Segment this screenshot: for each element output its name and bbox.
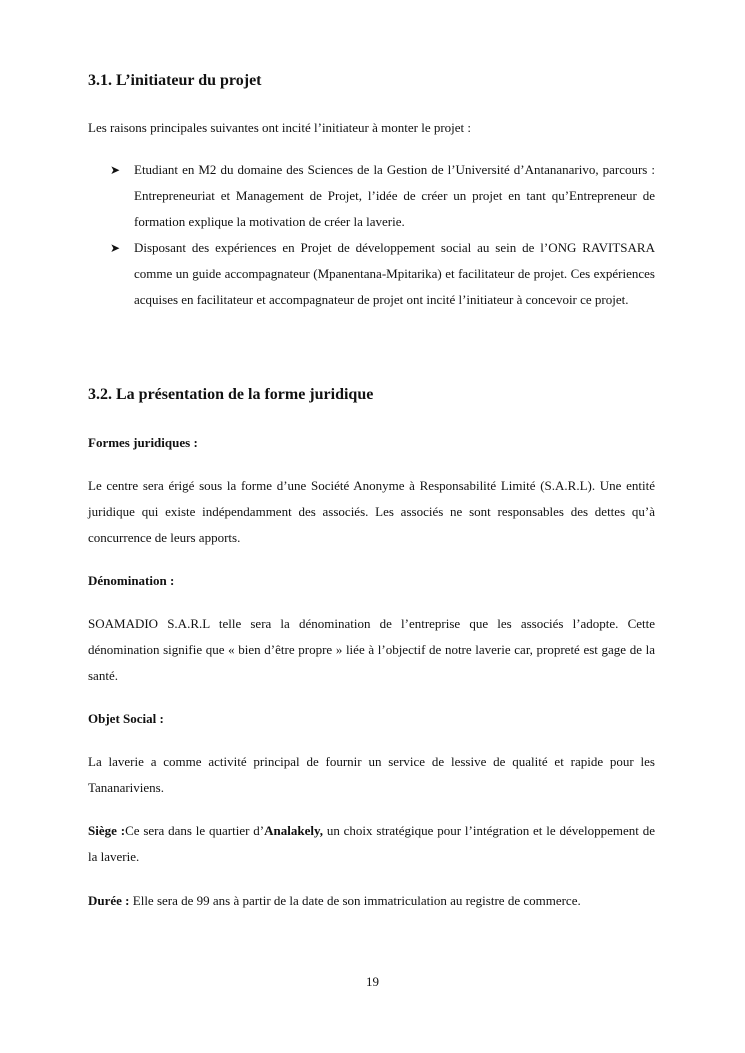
siege-paragraph <box>88 818 655 870</box>
motivation-bullet-list <box>108 157 655 313</box>
siege-label: Siège : <box>88 823 126 838</box>
objet-social-text: La laverie a comme activité principal de fournir un service de lessive de qualité et rapide pour les Tananariviens. <box>88 754 655 795</box>
denomination-label: Dénomination : <box>88 573 175 588</box>
denomination-text: SOAMADIO S.A.R.L telle sera la dénomination de l’entreprise que les associés l’adopte. Cette dénomination signifie que « bien d’être propre » liée à l’objectif de notre laverie car, propreté est gage de la santé. <box>88 616 655 683</box>
duree-paragraph <box>88 888 655 914</box>
siege-place: Analakely, <box>264 823 323 838</box>
siege-text-after: un choix stratégique pour l’intégration et le développement de la laverie. <box>88 823 656 864</box>
arrow-bullet-icon: ➤ <box>110 241 121 255</box>
section-3-1-intro: Les raisons principales suivantes ont incité l’initiateur à monter le projet : <box>88 120 472 135</box>
section-3-1-title: 3.1. L’initiateur du projet <box>88 72 262 89</box>
objet-social-label: Objet Social : <box>88 711 164 726</box>
siege-text-before: Ce sera dans le quartier d’ <box>125 823 265 838</box>
bullet-text-1: Etudiant en M2 du domaine des Sciences de la Gestion de l’Université d’Antananarivo, parcours : Entrepreneuriat et Management de Projet, l’idée de créer un projet en tant qu’Entrepreneur de formation explique la motivation de créer la laverie. <box>134 162 655 229</box>
formes-juridiques-text: Le centre sera érigé sous la forme d’une Société Anonyme à Responsabilité Limité (S.A.R.L). Une entité juridique qui existe indépendamment des associés. Les associés ne sont responsables des dettes qu’à concurrence de leurs apports. <box>88 478 655 545</box>
arrow-bullet-icon: ➤ <box>110 163 121 177</box>
section-3-2-title: 3.2. La présentation de la forme juridique <box>88 386 374 403</box>
bullet-item-2 <box>108 235 655 313</box>
bullet-text-2: Disposant des expériences en Projet de développement social au sein de l’ONG RAVITSARA comme un guide accompagnateur (Mpanentana-Mpitarika) et facilitateur de projet. Ces expériences acquises en facilitateur et accompagnateur de projet ont incité l’initiateur à concevoir ce projet. <box>134 240 655 307</box>
formes-juridiques-label: Formes juridiques : <box>88 435 198 450</box>
bullet-item-1 <box>108 157 655 235</box>
page-number: 19 <box>366 974 379 989</box>
duree-label: Durée : <box>88 893 130 908</box>
duree-text: Elle sera de 99 ans à partir de la date de son immatriculation au registre de commerce. <box>129 893 581 908</box>
